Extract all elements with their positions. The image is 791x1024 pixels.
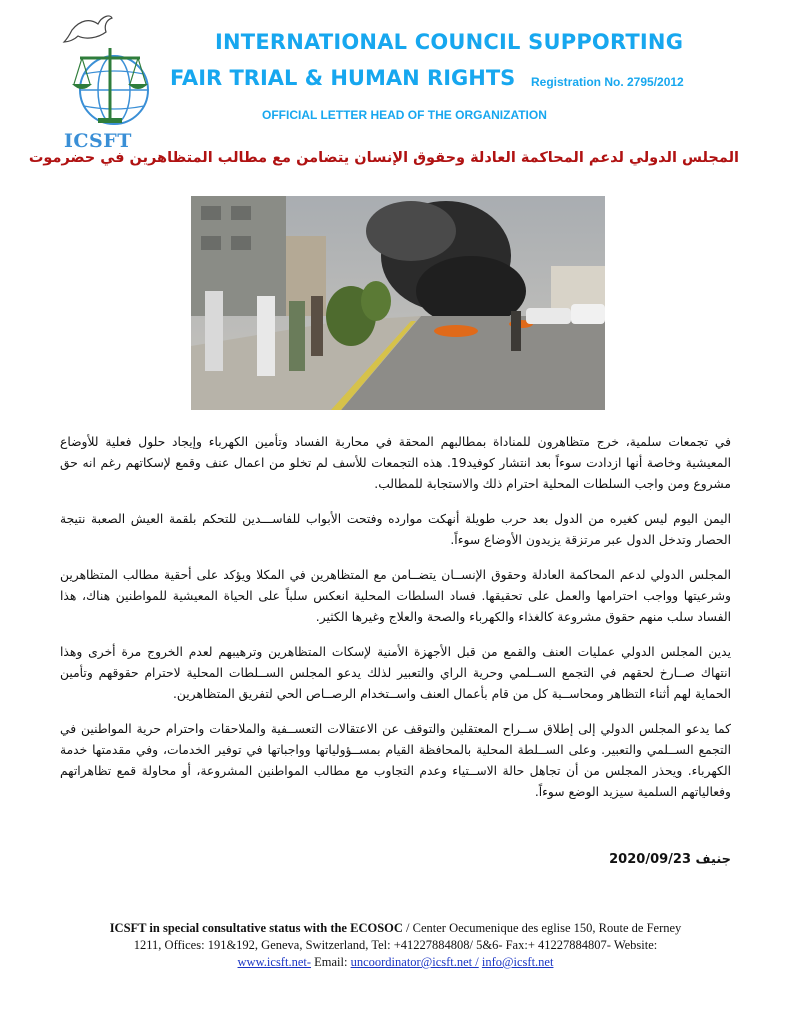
official-letterhead-caption: OFFICIAL LETTER HEAD OF THE ORGANIZATION xyxy=(262,108,547,122)
paragraph: يدين المجلس الدولي عمليات العنف والقمع من قبل الأجهزة الأمنية لإسكات المتظاهرين وترهيبهم لعدم الخروج مرة أخرى وهذا انتهاك صــارخ لحقهم في التجمع الســلمي وحرية الراي والتعبير لذلك يدعو المجلس الســلطات المحلية لاحترام حقوقهم وتأمين الحماية لهم أثناء التظاهر ومحاســبة كل من قام بأعمال العنف واســتخدام الرصــاص الحي لتفريق المتظاهرين. xyxy=(60,645,731,701)
scales-globe-dove-icon xyxy=(50,12,160,132)
org-name-line1: INTERNATIONAL COUNCIL SUPPORTING xyxy=(215,30,684,54)
footer-address: / Center Oecumenique des eglise 150, Route de Ferney xyxy=(402,921,682,935)
icsft-logo xyxy=(50,12,160,152)
org-name-line2: FAIR TRIAL & HUMAN RIGHTS xyxy=(170,66,516,90)
registration-number: Registration No. 2795/2012 xyxy=(531,75,684,89)
email-link-coordinator[interactable]: uncoordinator@icsft.net / xyxy=(350,955,479,969)
email-link-info[interactable]: info@icsft.net xyxy=(481,955,554,969)
email-label: Email: xyxy=(311,955,351,969)
logo-acronym: ICSFT xyxy=(64,130,132,152)
paragraph: كما يدعو المجلس الدولي إلى إطلاق ســراح المعتقلين والتوقف عن الاعتقالات التعســفية والملاحقات واحترام حرية المواطنين في التجمع الســلمي والتعبير. وعلى الســلطة المحلية بالمحافظة القيام بمســؤولياتها وواجباتها في توفير الخدمات، وفي مقدمتها خدمة الكهرباء. ويحذر المجلس من أن تجاهل حالة الاســتياء وعدم التجاوب مع مطالب المواطنين المشروعة، أو محاولة قمع تظاهراتهم وفعالياتهم السلمية سيزيد الوضع سوءاً. xyxy=(60,722,731,799)
paragraph: المجلس الدولي لدعم المحاكمة العادلة وحقوق الإنســان يتضــامن مع المتظاهرين في المكلا ويؤكد على أحقية مطالب المتظاهرين وشرعيتها وواجب احترامها والعمل على تحقيقها. فساد السلطات المحلية انعكس سلباً على الحياة المعيشية للمواطنين هناك، هذا الفساد سلب منهم حقوق مشروعة كالغذاء والكهرباء والصحة والعلاج وغيرها الكثير. xyxy=(60,568,731,624)
place-date: جنيف 2020/09/23 xyxy=(609,852,731,867)
footer-line2: 1211, Offices: 191&192, Geneva, Switzerland, Tel: +41227884808/ 5&6- Fax:+ 41227884807- Website: xyxy=(133,938,658,952)
footer-line1 xyxy=(40,920,751,937)
page-title: المجلس الدولي لدعم المحاكمة العادلة وحقوق الإنسان يتضامن مع مطالب المتظاهرين في حضرموت xyxy=(28,150,739,166)
paragraph: اليمن اليوم ليس كغيره من الدول بعد حرب طويلة أنهكت موارده وفتحت الأبواب للفاســـدين للتحكم بلقمة العيش الصعبة نتيجة الحصار وتدخل الدول عبر مرتزقة يزيدون الأوضاع سوءاً. xyxy=(60,512,731,547)
letter-body xyxy=(60,432,731,817)
website-link[interactable]: www.icsft.net- xyxy=(237,955,312,969)
footer xyxy=(40,920,751,971)
protest-photo xyxy=(191,196,605,410)
paragraph: في تجمعات سلمية، خرج متظاهرون للمناداة بمطالبهم المحقة في محاربة الفساد وتأمين الكهرباء وإيجاد حلول فعلية للأوضاع المعيشية وخاصة أنها ازدادت سوءاً بعد انتشار كوفيد19. هذه التجمعات للأسف لم تخلو من اعمال عنف وقمع لإسكاتهم رغم انه حق مشروع ومن واجب السلطات المحلية احترام ذلك والاستجابة للمطالب. xyxy=(60,435,731,491)
footer-status: ICSFT in special consultative status with the ECOSOC xyxy=(109,921,403,935)
footer-line3 xyxy=(40,954,751,971)
